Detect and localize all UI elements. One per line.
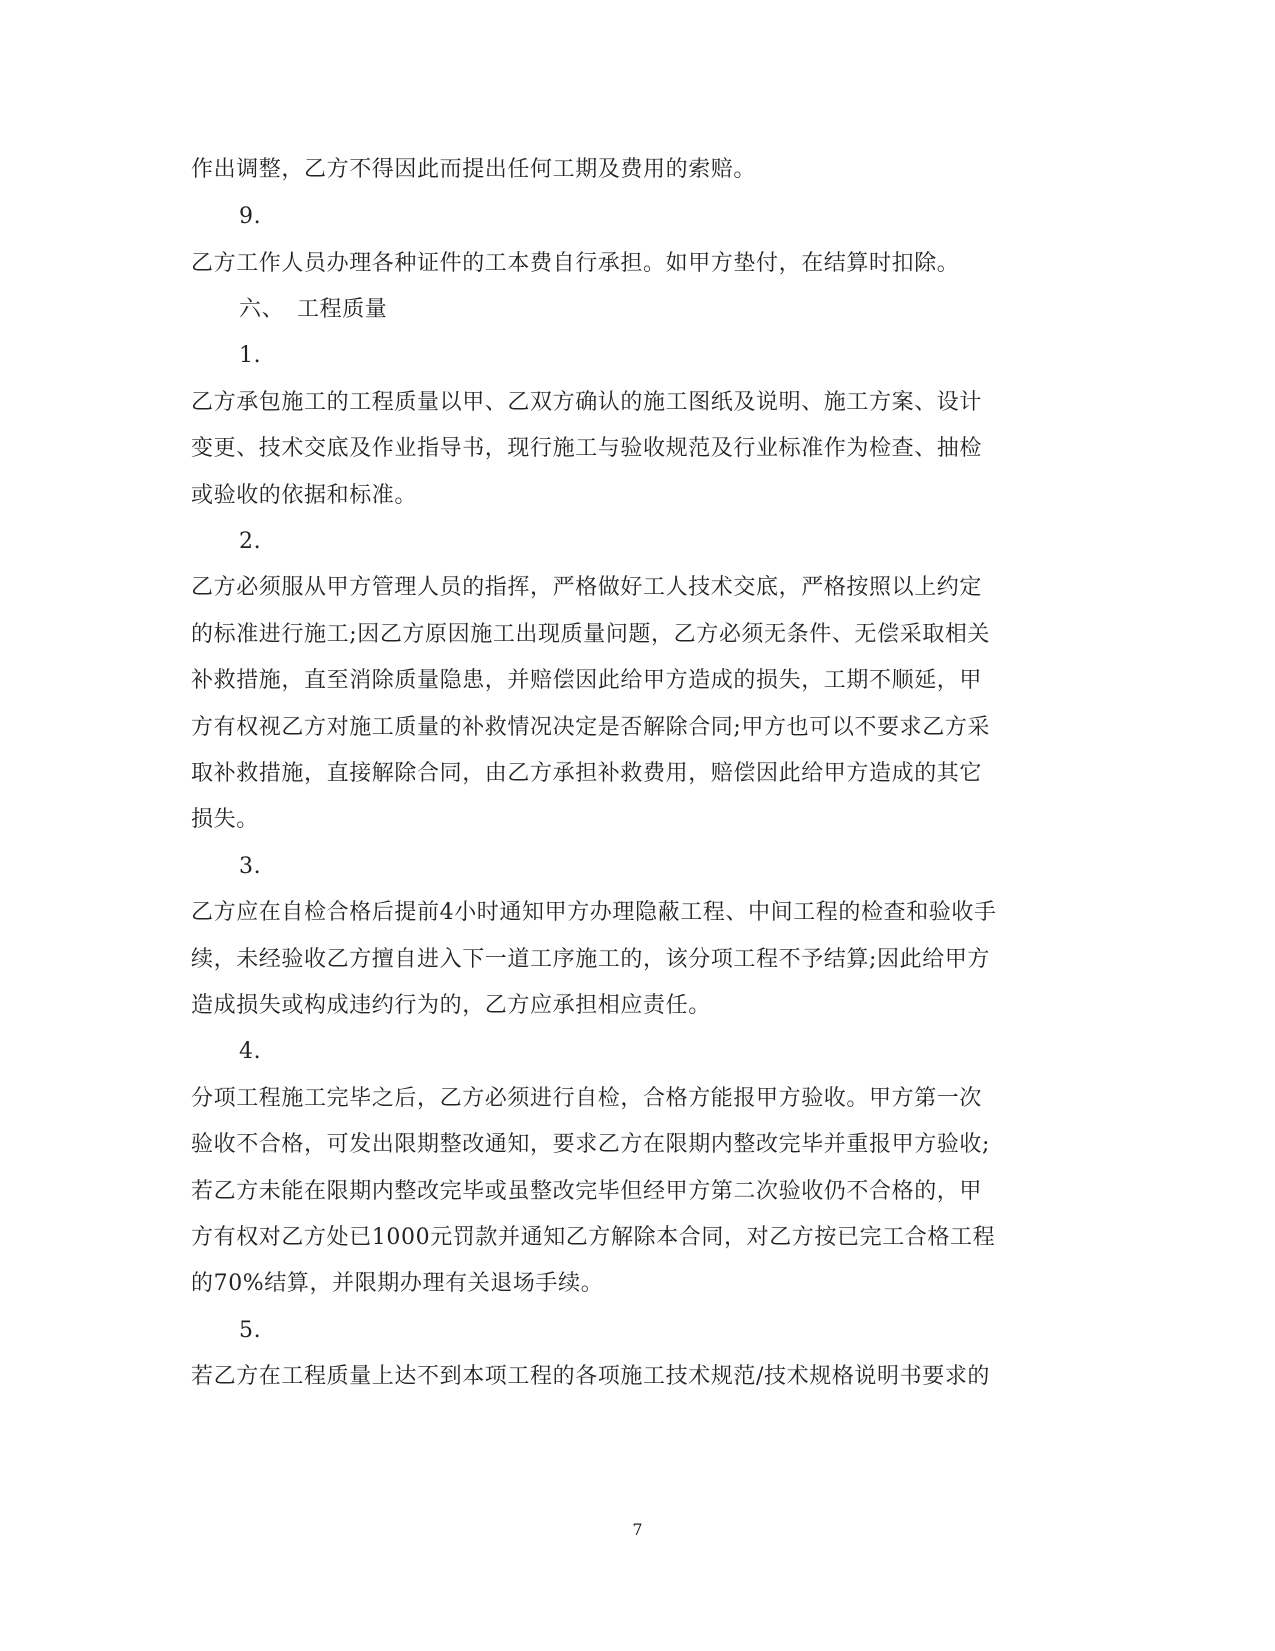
clause-number: 5. (239, 1318, 262, 1343)
body-text-line: 补救措施，直至消除质量隐患，并赔偿因此给甲方造成的损失，工期不顺延，甲 (191, 668, 983, 693)
body-text-line: 乙方工作人员办理各种证件的工本费自行承担。如甲方垫付，在结算时扣除。 (191, 251, 960, 276)
section-heading (239, 296, 387, 324)
page-number: 7 (632, 1520, 643, 1539)
body-text-line: 方有权视乙方对施工质量的补救情况决定是否解除合同;甲方也可以不要求乙方采 (191, 715, 991, 740)
body-text-line: 的标准进行施工;因乙方原因施工出现质量问题，乙方必须无条件、无偿采取相关 (191, 622, 991, 647)
body-text-line: 验收不合格，可发出限期整改通知，要求乙方在限期内整改完毕并重报甲方验收; (191, 1132, 991, 1157)
body-text-line: 或验收的依据和标准。 (191, 483, 418, 508)
clause-number: 3. (239, 854, 262, 879)
body-text-line: 损失。 (191, 807, 259, 832)
body-text-line: 若乙方在工程质量上达不到本项工程的各项施工技术规范/技术规格说明书要求的 (191, 1364, 991, 1389)
body-text-line: 乙方应在自检合格后提前4小时通知甲方办理隐蔽工程、中间工程的检查和验收手 (191, 900, 997, 925)
body-text-line: 变更、技术交底及作业指导书，现行施工与验收规范及行业标准作为检查、抽检 (191, 436, 983, 461)
body-text-line: 方有权对乙方处已1000元罚款并通知乙方解除本合同，对乙方按已完工合格工程 (191, 1225, 996, 1250)
clause-number: 4. (239, 1039, 262, 1064)
body-text-line: 续，未经验收乙方擅自进入下一道工序施工的，该分项工程不予结算;因此给甲方 (191, 947, 991, 972)
clause-number: 2. (239, 529, 262, 554)
clause-number: 1. (239, 343, 262, 368)
body-text-line: 作出调整，乙方不得因此而提出任何工期及费用的索赔。 (191, 157, 757, 182)
body-text-line: 分项工程施工完毕之后，乙方必须进行自检，合格方能报甲方验收。甲方第一次 (191, 1086, 983, 1111)
body-text-line: 乙方必须服从甲方管理人员的指挥，严格做好工人技术交底，严格按照以上约定 (191, 575, 983, 600)
body-text-line: 造成损失或构成违约行为的，乙方应承担相应责任。 (191, 993, 711, 1018)
section-heading-title: 工程质量 (297, 297, 388, 322)
body-text-line: 若乙方未能在限期内整改完毕或虽整改完毕但经甲方第二次验收仍不合格的，甲 (191, 1179, 983, 1204)
body-text-line: 的70%结算，并限期办理有关退场手续。 (191, 1271, 604, 1296)
body-text-line: 乙方承包施工的工程质量以甲、乙双方确认的施工图纸及说明、施工方案、设计 (191, 390, 983, 415)
clause-number: 9. (239, 204, 262, 229)
body-text-line: 取补救措施，直接解除合同，由乙方承担补救费用，赔偿因此给甲方造成的其它 (191, 761, 983, 786)
section-heading-number: 六、 (239, 297, 285, 322)
